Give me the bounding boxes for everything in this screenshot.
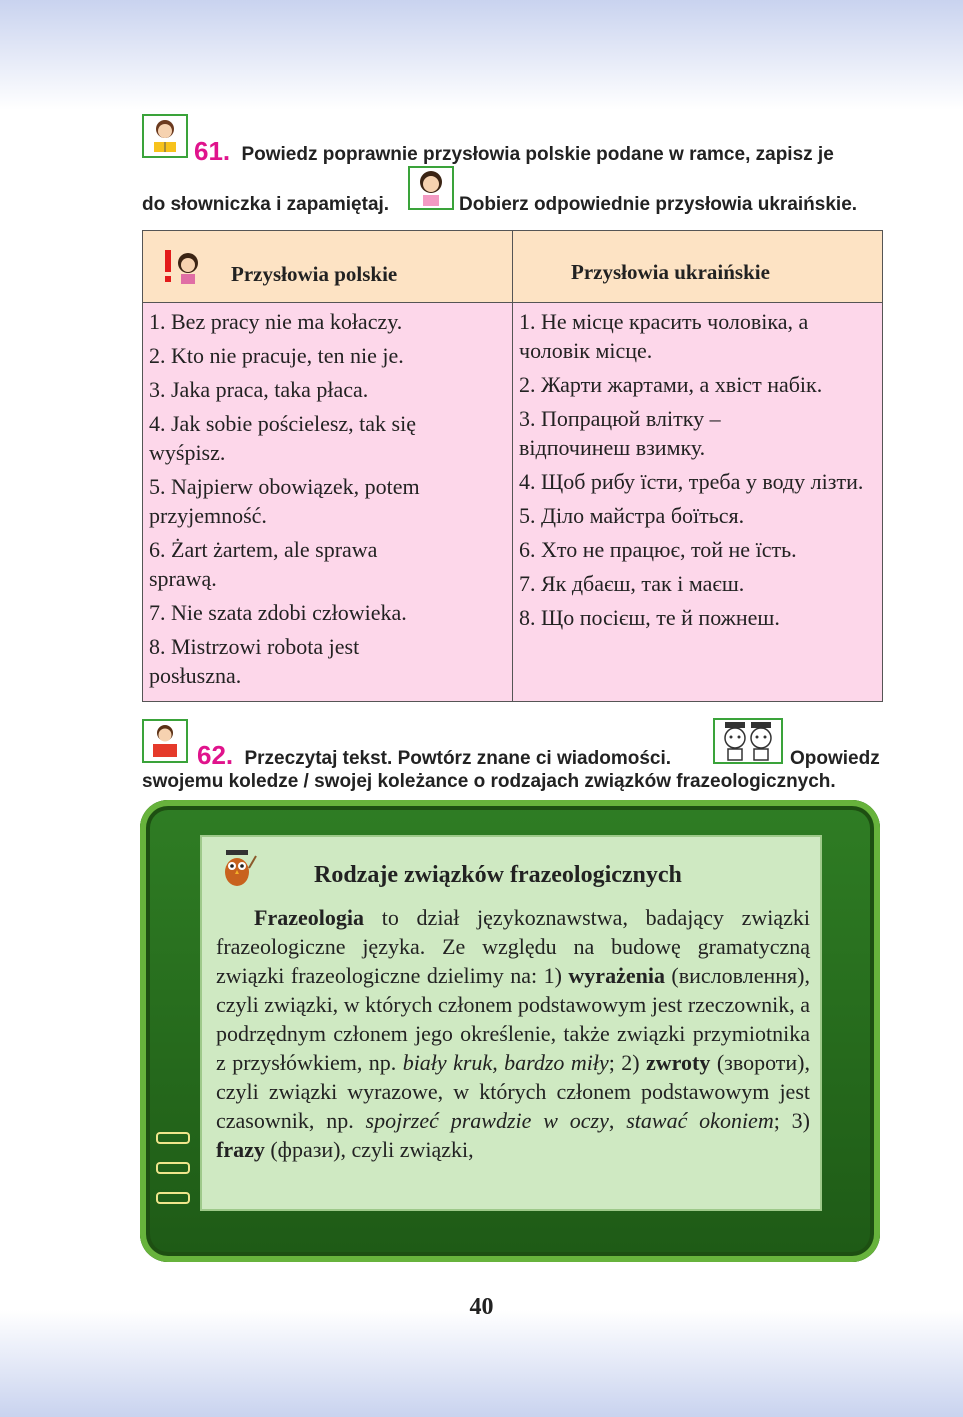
ukrainian-proverb: 2. Жарти жартами, а хвіст набік. [519,372,823,397]
exercise-62-line1 [197,740,671,771]
ukrainian-proverb: 1. Не місце красить чоловіка, а чоловік місце. [519,309,809,363]
exercise-62-instruction: Przeczytaj tekst. Powtórz znane ci wiadomości. [244,748,672,769]
polish-proverb: 4. Jak sobie pościelesz, tak się wyśpisz. [149,411,416,465]
reading-boy-icon [142,719,188,763]
exercise-61-line1 [194,136,884,167]
polish-proverb: 2. Kto nie pracuje, ten nie je. [149,343,404,368]
page-bottom-gradient [0,1310,963,1417]
exercise-62-line2: swojemu koledze / swojej koleżance o rodzajach związków frazeologicznych. [142,771,836,792]
term-frazeologia: Frazeologia [254,905,364,930]
page-top-gradient [0,0,963,110]
board-title: Rodzaje związków frazeologicznych [314,862,682,888]
paragraph-text: to dział językoznawstwa, badający związki frazeologiczne języka. Ze względu na budowę gramatyczną związki frazeologiczne dzielimy na: 1) [216,905,810,988]
exercise-61-line2a: do słowniczka i zapamiętaj. [142,194,390,215]
proverbs-table [142,230,883,702]
polish-proverb: 8. Mistrzowi robota jest posłuszna. [149,634,360,688]
table-header-ukrainian-label: Przysłowia ukraińskie [571,260,770,284]
paragraph-text: (звороти), czyli związki wyrazowe, w których członem podstawowym jest czasownik, np. [216,1050,810,1133]
example-text: biały kruk, bardzo miły [402,1050,609,1075]
ukrainian-proverb: 4. Щоб рибу їсти, треба у воду лізти. [519,469,864,494]
polish-proverb: 6. Żart żartem, ale sprawa sprawą. [149,537,378,591]
page-number: 40 [469,1294,494,1320]
paragraph-text: , [608,1108,627,1133]
owl-professor-icon [218,848,258,890]
connector-icon [156,1132,190,1144]
polish-proverb: 7. Nie szata zdobi człowieka. [149,600,407,625]
ukrainian-proverb: 6. Хто не працює, той не їсть. [519,537,797,562]
exercise-62-number: 62. [197,740,234,770]
board-paragraph [216,903,810,1164]
polish-proverb: 1. Bez pracy nie ma kołaczy. [149,309,403,334]
example-text: spojrzeć prawdzie w oczy [365,1108,609,1133]
thinking-girl-icon [408,166,454,210]
exercise-61-line2b: Dobierz odpowiednie przysłowia ukraińskie. [459,194,858,215]
table-header-polish-label: Przysłowia polskie [231,262,398,286]
polish-proverb: 5. Najpierw obowiązek, potem przyjemność. [149,474,420,528]
table-header-ukrainian [513,231,882,303]
table-header-polish [143,231,513,303]
exercise-62-line1b: Opowiedz [790,748,880,769]
term-zwroty: zwroty [646,1050,711,1075]
ukrainian-proverb: 5. Діло майстра боїться. [519,503,745,528]
ukrainian-proverbs-column [513,303,882,701]
term-frazy: frazy [216,1137,265,1162]
paragraph-text: (фрази), czyli związki, [264,1137,474,1162]
polish-proverb: 3. Jaka praca, taka płaca. [149,377,369,402]
connector-icon [156,1162,190,1174]
exclamation-girl-icon [161,247,205,287]
example-text: stawać okoniem [626,1108,774,1133]
term-wyrazenia: wyrażenia [568,963,665,988]
ukrainian-proverb: 7. Як дбаєш, так і маєш. [519,571,745,596]
connector-icon [156,1192,190,1204]
exercise-61-instruction: Powiedz poprawnie przysłowia polskie podane w ramce, zapisz je [241,144,834,165]
reading-girl-icon [142,114,188,158]
ukrainian-proverb: 3. Попрацюй влітку – відпочинеш взимку. [519,406,721,460]
exercise-61-number: 61. [194,136,231,166]
ukrainian-proverb: 8. Що посієш, те й пожнеш. [519,605,780,630]
polish-proverbs-column [143,303,513,701]
paragraph-text: (висловлення), czyli związki, w których członem podstawowym jest rzeczownik, a podrzędnym członem jego określenie, także związki przymiotnika z przysłówkiem, np. [216,963,810,1075]
paragraph-text: ; 2) [608,1050,647,1075]
paragraph-text: ; 3) [773,1108,811,1133]
two-kids-talking-icon [713,718,783,764]
